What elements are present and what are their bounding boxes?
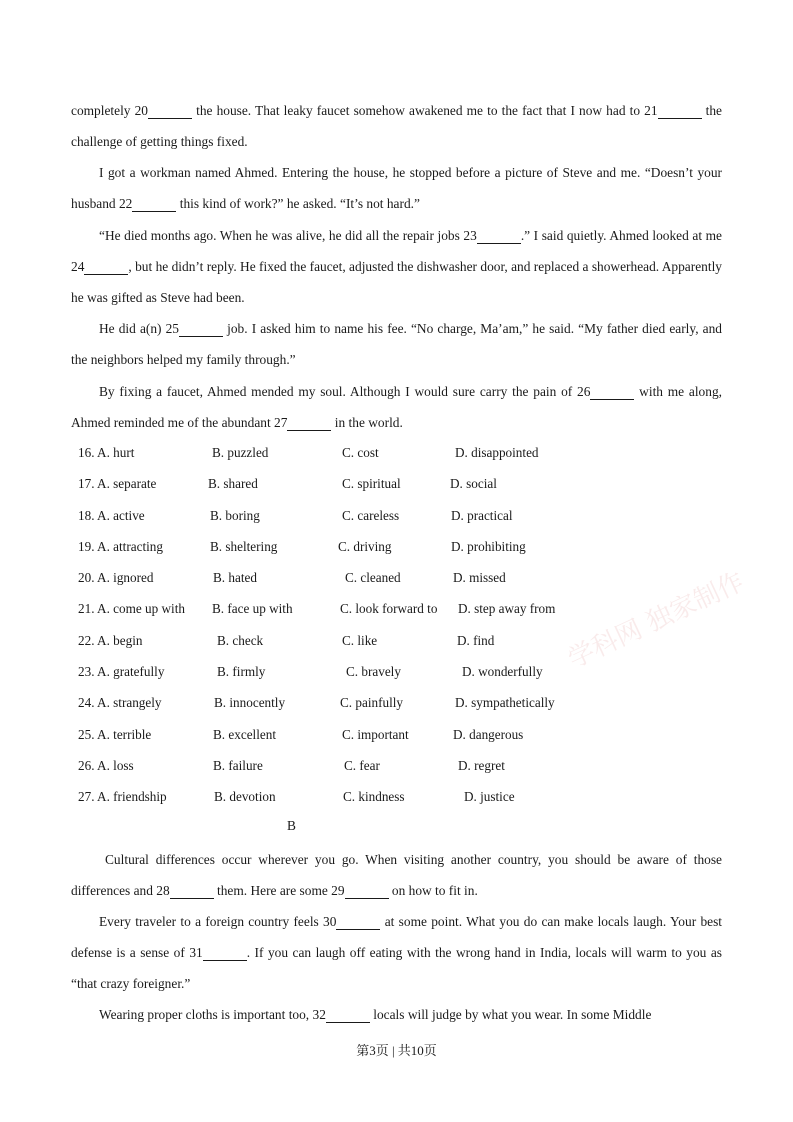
question-row-18 [78,501,718,532]
paragraph-4 [71,313,722,375]
paragraph-5 [71,376,722,438]
question-row-25 [78,720,718,751]
option-b: B. face up with [212,601,293,617]
option-a: 21. A. come up with [78,601,185,617]
option-c: C. driving [338,538,392,554]
question-row-19 [78,532,718,563]
text-segment: He did a(n) 25 [99,321,180,336]
answer-options [78,438,718,814]
question-row-21 [78,594,718,625]
watermark: 学科网 独家制作 [563,566,749,675]
option-b: B. devotion [214,789,276,805]
option-c: C. painfully [340,695,404,711]
option-d: D. sympathetically [455,695,555,711]
option-c: C. like [342,632,378,648]
question-row-27 [78,782,718,813]
blank-28 [170,884,214,899]
option-a: 26. A. loss [78,757,134,773]
question-row-22 [78,626,718,657]
question-row-16 [78,438,718,469]
option-d: D. prohibiting [451,538,526,554]
option-a: 19. A. attracting [78,538,163,554]
paragraph-1 [71,95,722,157]
option-c: C. fear [344,757,380,773]
option-b: B. shared [208,476,258,492]
option-c: C. look forward to [340,601,438,617]
text-segment: completely 20 [71,103,148,118]
question-row-23 [78,657,718,688]
option-a: 27. A. friendship [78,789,167,805]
blank-32 [326,1008,370,1023]
option-d: D. practical [451,507,513,523]
blank-20 [148,104,192,119]
option-d: D. find [457,632,495,648]
option-a: 18. A. active [78,507,145,523]
option-b: B. boring [210,507,260,523]
text-segment: .” I said quietly. Ahmed looked at me 24 [71,228,722,275]
text-segment: this kind of work?” he asked. “It’s not hard.” [176,196,420,212]
text-segment: By fixing a faucet, Ahmed mended my soul. Although I would sure carry the pain of 26 [99,384,591,399]
blank-31 [203,946,247,961]
option-a: 22. A. begin [78,632,143,648]
option-c: C. important [342,726,409,742]
blank-27 [287,416,331,431]
option-d: D. social [450,476,497,492]
text-segment: . If you can laugh off eating with the wrong hand in India, locals will warm to you as “that crazy foreigner.” [71,945,722,992]
text-segment: on how to fit in. [388,883,478,899]
option-d: D. justice [464,789,515,805]
option-d: D. missed [453,570,506,586]
blank-22 [132,197,176,212]
option-d: D. wonderfully [462,664,543,680]
blank-21 [658,104,702,119]
blank-30 [336,915,380,930]
blank-23 [477,229,521,244]
option-b: B. hated [213,570,257,586]
text-segment: I got a workman named Ahmed. Entering the house, he stopped before a picture of Steve and me. “Doesn’t your husband 22 [71,165,722,212]
option-c: C. careless [342,507,400,523]
option-b: B. failure [213,757,263,773]
blank-29 [345,884,389,899]
blank-25 [179,322,223,337]
text-segment: “He died months ago. When he was alive, he did all the repair jobs 23 [99,228,477,243]
text-segment: Cultural differences occur wherever you go. When visiting another country, you should be aware of those differences and 28 [71,852,722,899]
option-b: B. check [217,632,264,648]
paragraph-b2 [71,906,722,1000]
option-a: 17. A. separate [78,476,157,492]
text-segment: job. I asked him to name his fee. “No charge, Ma’am,” he said. “My father died early, and the neighbors helped my family through.” [71,321,723,368]
text-segment: locals will judge by what you wear. In some Middle [369,1007,652,1022]
text-segment: at some point. What you do can make locals laugh. Your best defense is a sense of 31 [71,914,723,961]
page-footer: 第3页 | 共10页 [356,1043,437,1058]
text-segment: in the world. [331,415,403,431]
text-segment: Every traveler to a foreign country feels 30 [99,914,337,929]
option-b: B. puzzled [212,445,269,460]
option-a: 23. A. gratefully [78,664,165,680]
text-segment: Wearing proper cloths is important too, 32 [99,1007,326,1022]
paragraph-3 [71,220,722,314]
question-row-24 [78,688,718,719]
question-row-17 [78,469,718,500]
question-row-26 [78,751,718,782]
option-b: B. innocently [214,695,286,711]
option-d: D. dangerous [453,726,524,742]
text-segment: the house. That leaky faucet somehow awakened me to the fact that I now had to 21 [192,103,658,118]
text-segment: with me along, Ahmed reminded me of the abundant 27 [71,384,722,431]
text-segment: them. Here are some 29 [213,883,345,899]
blank-24 [84,260,128,275]
option-b: B. firmly [217,664,266,680]
section-title: B [287,818,296,833]
paragraph-2 [71,157,722,219]
option-a: 20. A. ignored [78,570,154,586]
option-a: 16. A. hurt [78,445,135,460]
question-row-20 [78,563,718,594]
option-c: C. bravely [346,664,401,680]
paragraph-b1 [71,844,722,906]
option-c: C. cost [342,445,379,460]
option-a: 24. A. strangely [78,695,162,711]
option-d: D. step away from [458,601,556,617]
option-b: B. sheltering [210,538,278,554]
paragraph-b3 [71,999,722,1030]
option-c: C. kindness [343,789,405,805]
option-d: D. regret [458,757,505,773]
option-b: B. excellent [213,726,276,742]
option-d: D. disappointed [455,445,539,460]
text-segment: the challenge of getting things fixed. [71,103,722,150]
option-c: C. cleaned [345,570,401,586]
text-segment: , but he didn’t reply. He fixed the faucet, adjusted the dishwasher door, and replaced a showerhead. Apparently he was gifted as Steve had been. [71,259,722,306]
option-c: C. spiritual [342,476,401,492]
blank-26 [590,385,634,400]
option-a: 25. A. terrible [78,726,152,742]
